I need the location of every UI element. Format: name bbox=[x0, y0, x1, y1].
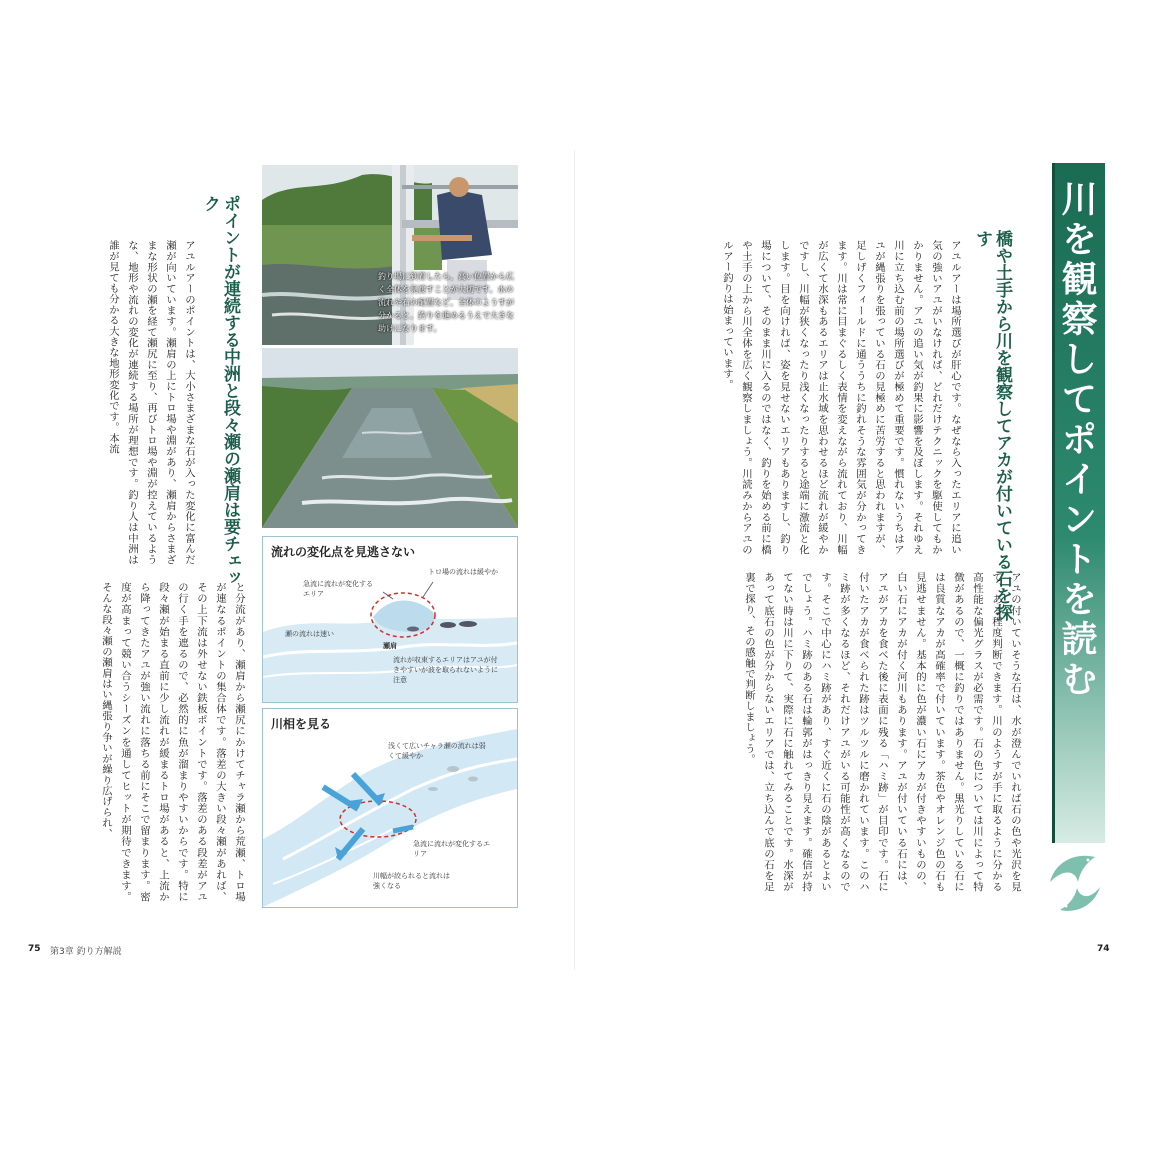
diagram1-label-converge: 流れが収束するエリアはアユが付きやすいが波を取られないように注意 bbox=[393, 656, 498, 684]
river-view-photo bbox=[262, 348, 518, 528]
diagram1-title: 流れの変化点を見逃さない bbox=[271, 545, 416, 559]
diagram2-label-narrow: 川幅が絞られると流れは強くなる bbox=[373, 872, 450, 890]
flow-change-diagram bbox=[262, 536, 518, 703]
right-body-upper: アユルアーは場所選びが肝心です。なぜなら入ったエリアに追い気の強いアユがいなければ、どれだけテクニックを駆使してもかかりません。アユの追い気が釣果に影響を及ぼします。それゆえ川に立ち込む前の場所選びが極めて重要です。慣れないうちはアユが縄張りを張っている石の見極めに苦労すると思われますが、足しげくフィールドに通ううちに釣れそうな雰囲気が分かってきます。川は常に目まぐるしく表情を変えながら流れており、川幅が広くて水深もあるエリアは止水域を思わせるほど流れが緩やかですし、川幅が狭くなったり浅くなったりすると途端に激流と化します。目を向ければ、姿を見せないエリアもありますし、釣り場について、そのまま川に入るのではなく、釣りを始める前に橋や土手の上から川全体を広く観察しましょう。川読みからアユのルアー釣りは始まっています。 bbox=[721, 240, 961, 555]
diagram2-label-shallow: 浅くて広いチャラ瀬の流れは弱くて緩やか bbox=[388, 742, 486, 760]
left-body-lower: と分流があり、瀬肩から瀬尻にかけてチャラ瀬から荒瀬、トロ場が連なるポイントの集合体です。落差の大きい段々瀬があれば、その上下流は外せない鉄板ポイントです。落差のある段差がアユの行く手を遮るので、必然的に魚が溜まりやすいからです。特に段々瀬が始まる直前に少し流れが緩まるトロ場があると、上流から降ってきたアユが強い流れに落ちる前にそこで留まります。密度が高まって競い合うシーズンを通してヒットが期待できます。そんな段々瀬の瀬肩はい縄張り争いが繰り広げられ、 bbox=[100, 582, 245, 902]
left-heading: ポイントが連続する中洲と段々瀬の瀬肩は要チェック bbox=[200, 195, 240, 586]
diagram1-label-shoulder: 瀬肩 bbox=[383, 642, 397, 650]
diagram2-label-rapid: 急流に流れが変化するエリア bbox=[413, 840, 490, 858]
right-heading: 橋や土手から川を観察してアカが付いている石を探す bbox=[972, 230, 1012, 621]
river-shape-diagram bbox=[262, 708, 518, 908]
diagram1-label-pool: トロ場の流れは緩やか bbox=[428, 568, 498, 576]
chapter-title: 川を観察してポイントを読む bbox=[1056, 180, 1097, 700]
page-number-right: 74 bbox=[1097, 944, 1110, 954]
diagram1-label-rapid: 急流に流れが変化するエリア bbox=[303, 580, 373, 598]
photo-caption: 釣り場に到着したら、高い位置から広く全体を見渡すことが大切です。水の流れや石の配置など、全体のようすが分かると、釣りを進めるうえで大きな助けになります。 bbox=[378, 272, 514, 333]
chapter-label: 第3章 釣り方解説 bbox=[50, 947, 122, 957]
right-body-lower: アユの付いていそうな石は、水が澄んでいれば石の色や光沢を見て、ある程度判断できます。川のようすが手に取るように分かる高性能な偏光グラスが必需です。石の色については川によって特徴があるので、一概に釣りではありません。黒光りしている石には良質なアカが高確率で付いています。茶色やオレンジ色の石も見逃せません。基本的に色が濃い石にアカが付きやすいものの、白い石にアカが付く河川もあります。アユが付いている石には、アユがアカを食べた後に表面に残る「ハミ跡」が目印です。石に付いたアカが食べられた跡はツルツルに磨かれています。このハミ跡が多くなるほど、それだけアユがいる可能性が高くなるのです。そこで中心にハミ跡があり、すぐ近くに石の陰があるとよいでしょう。ハミ跡のある石は輪郭がはっきり見えます。確信が持てない時は川に下りて、実際に石に触れてみることです。水深があって底石の色が分からないエリアでは、立ち込んで底の石を足裏で探り、その感触で判断しましょう。 bbox=[743, 572, 1021, 892]
fish-decoration-icon bbox=[1040, 842, 1115, 922]
diagram2-title: 川相を見る bbox=[271, 717, 332, 731]
page-number-left: 75 bbox=[28, 944, 41, 954]
left-body-upper: アユルアーのポイントは、大小さまざまな石が入った変化に富んだ瀬が向いています。瀬肩の上にトロ場や淵があり、瀬肩からさまざまな形状の瀬を経て瀬尻に至り、再びトロ場や淵が控えているような、地形や流れの変化が連続する場所が理想です。釣り人は中洲は誰が見ても分かる大きな地形変化です。本流 bbox=[107, 240, 195, 565]
diagram1-label-fast: 瀬の流れは速い bbox=[285, 630, 334, 638]
